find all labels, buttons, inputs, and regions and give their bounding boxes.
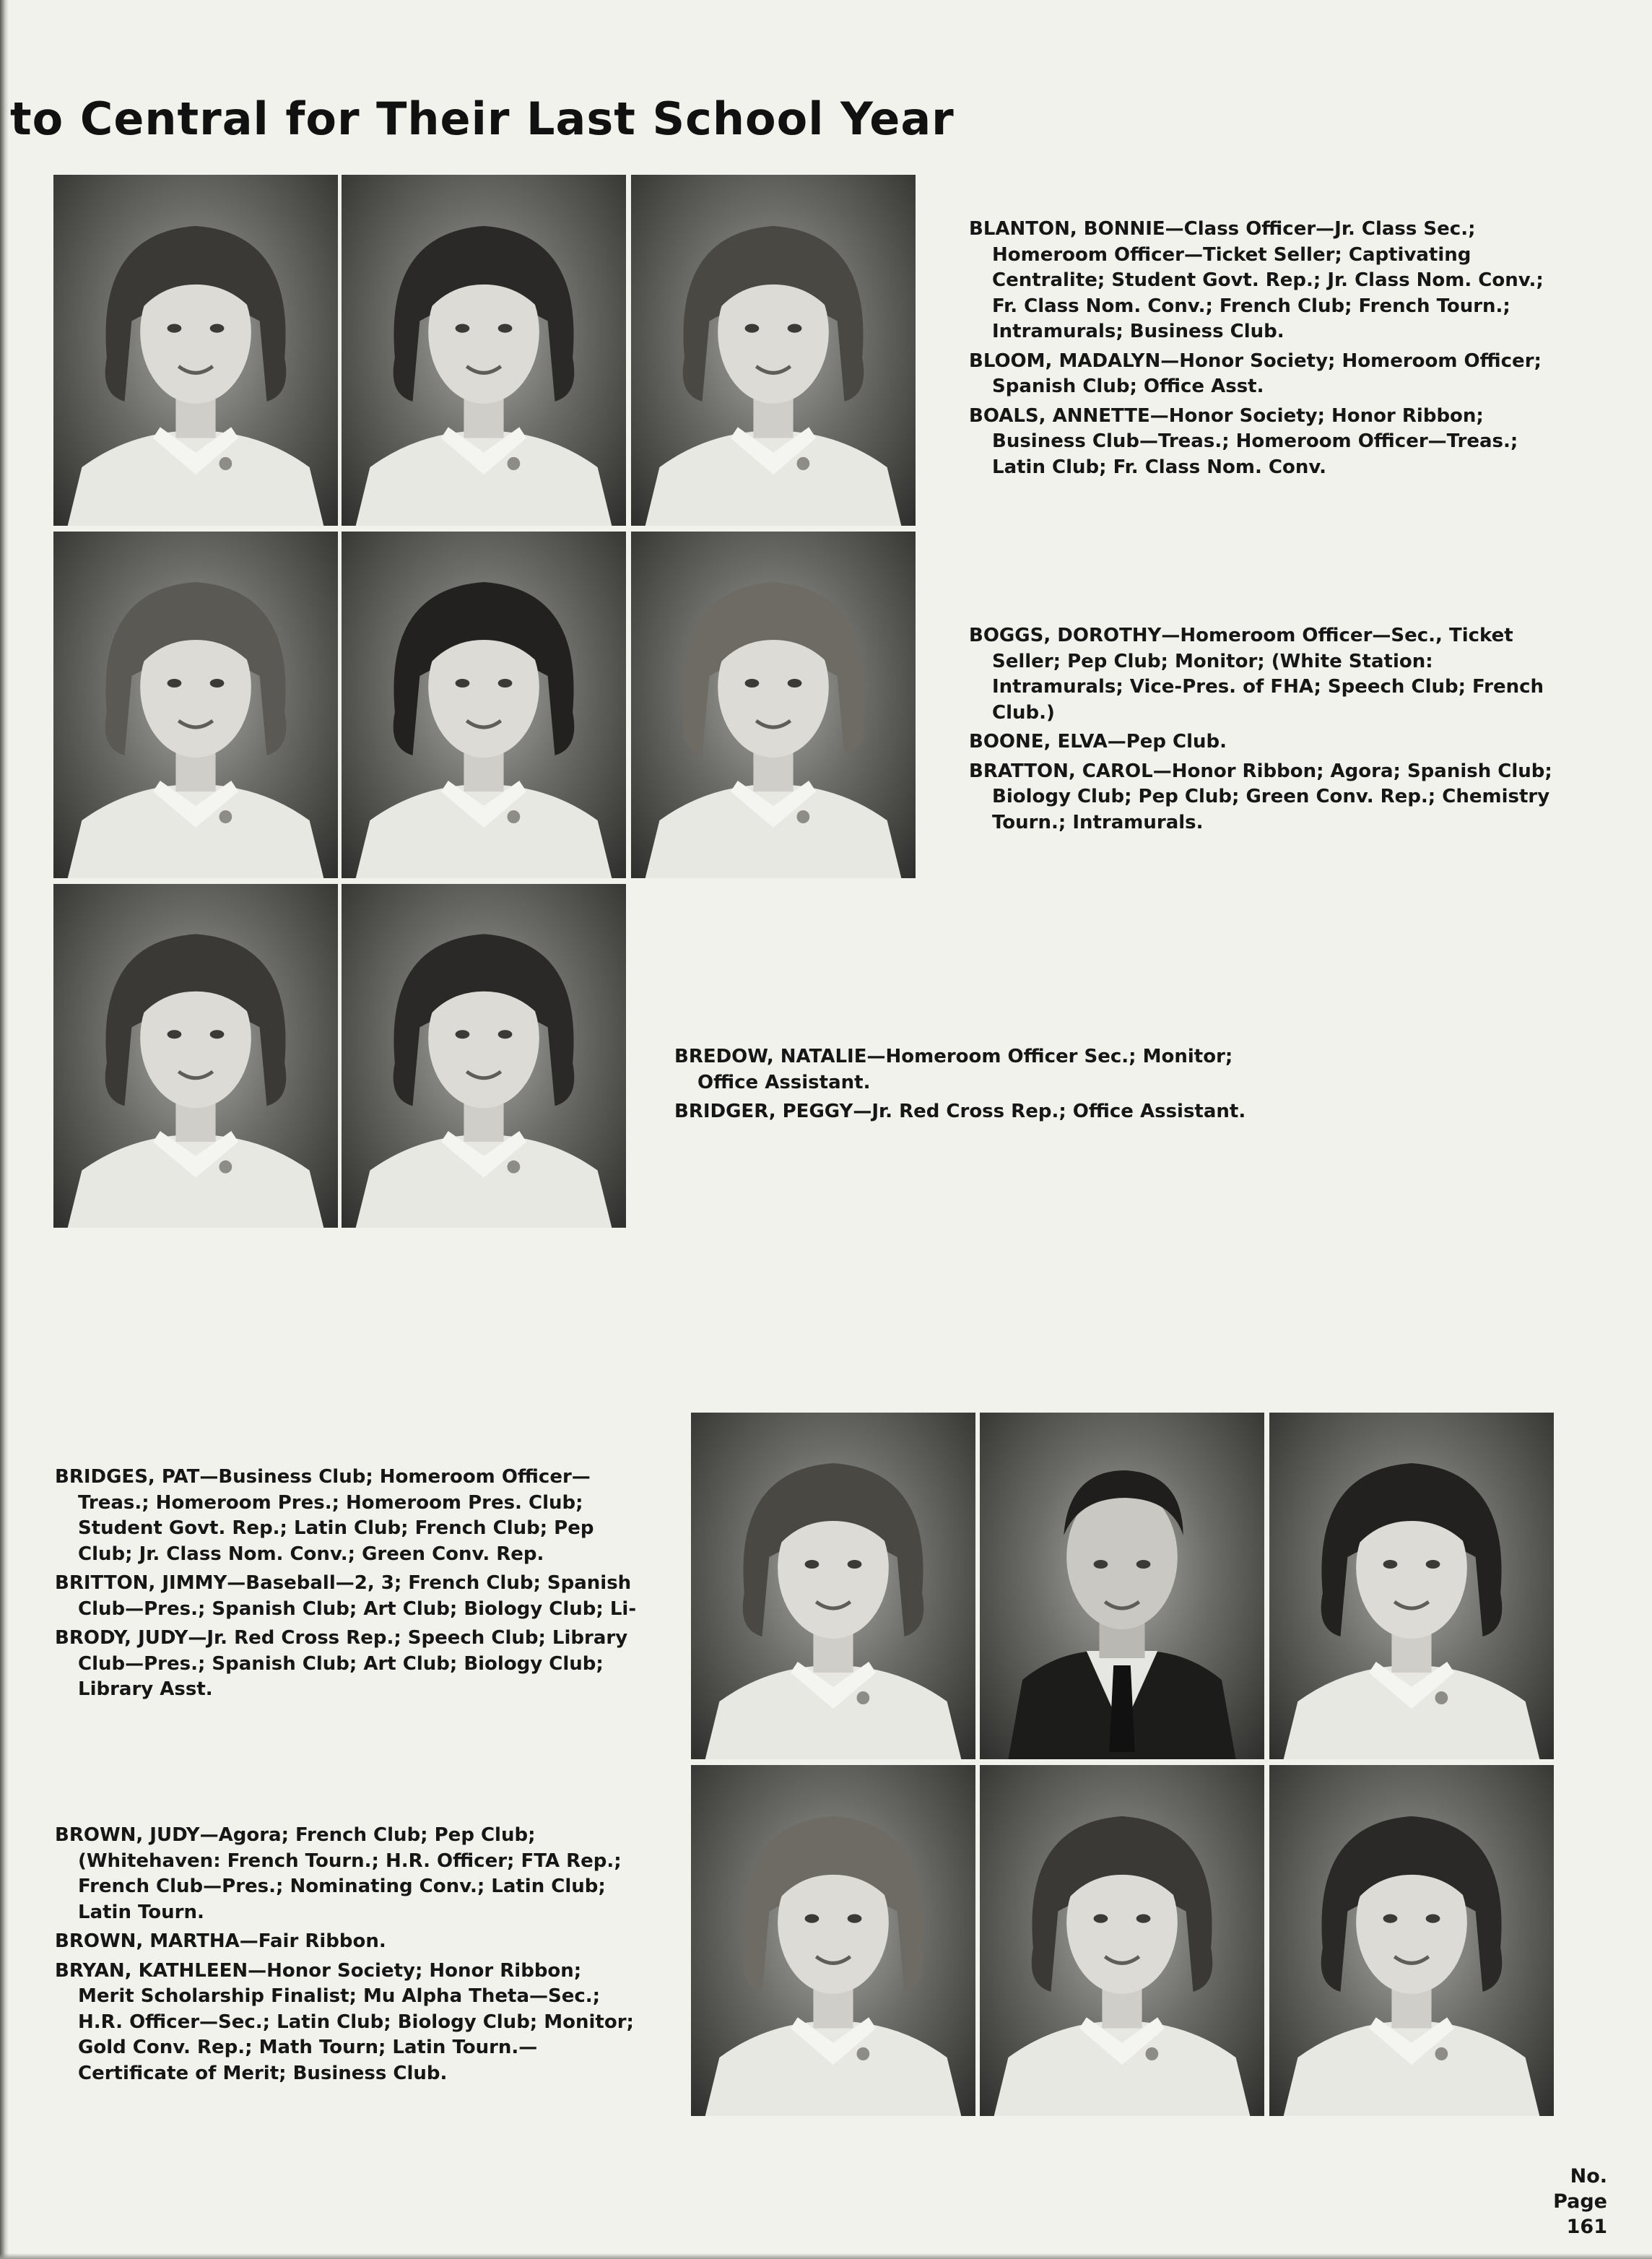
girl-portrait — [342, 175, 626, 526]
girl-portrait — [342, 884, 626, 1228]
girl-portrait — [980, 1765, 1264, 2116]
girl-portrait — [1269, 1413, 1554, 1759]
girl-portrait — [53, 175, 338, 526]
caption-group-5 — [55, 1823, 637, 2090]
page-number — [1553, 2164, 1607, 2240]
caption-entry: BOONE, ELVA—Pep Club. — [969, 731, 1227, 753]
caption-entry: BRIDGES, PAT—Business Club; Homeroom Officer—Treas.; Homeroom Pres.; Homeroom Pres. Club; Student Govt. Rep.; Latin Club; French Club; Pep Club; Jr. Class Nom. Conv.; Green Conv. Rep. — [55, 1466, 594, 1565]
page-number-line: No. — [1570, 2165, 1607, 2188]
caption-entry: BRIDGER, PEGGY—Jr. Red Cross Rep.; Office Assistant. — [674, 1101, 1246, 1122]
page-number-line: 161 — [1566, 2216, 1607, 2238]
girl-portrait — [342, 532, 626, 878]
caption-group-2 — [969, 623, 1565, 839]
caption-entry: BOALS, ANNETTE—Honor Society; Honor Ribbon; Business Club—Treas.; Homeroom Officer—Treas.; Latin Club; Fr. Class Nom. Conv. — [969, 404, 1518, 478]
page-number-line: Page — [1553, 2190, 1607, 2213]
caption-entry: BLOOM, MADALYN—Honor Society; Homeroom Officer; Spanish Club; Office Asst. — [969, 350, 1542, 397]
caption-entry: BRODY, JUDY—Jr. Red Cross Rep.; Speech Club; Library Club—Pres.; Spanish Club; Art Club; Biology Club; Library Asst. — [55, 1627, 628, 1700]
girl-portrait — [53, 884, 338, 1228]
girl-portrait — [631, 532, 916, 878]
caption-entry: BROWN, MARTHA—Fair Ribbon. — [55, 1930, 386, 1952]
boy-portrait — [980, 1413, 1264, 1759]
caption-entry: BOGGS, DOROTHY—Homeroom Officer—Sec., Ticket Seller; Pep Club; Monitor; (White Station: Intramurals; Vice-Pres. of FHA; Speech Club; French Club.) — [969, 625, 1544, 724]
caption-entry: BRATTON, CAROL—Honor Ribbon; Agora; Spanish Club; Biology Club; Pep Club; Green Conv. Rep.; Chemistry Tourn.; Intramurals. — [969, 760, 1552, 833]
caption-entry: BROWN, JUDY—Agora; French Club; Pep Club; (Whitehaven: French Tourn.; H.R. Officer; FTA Rep.; French Club—Pres.; Nominating Conv.; Latin Club; Latin Tourn. — [55, 1824, 622, 1923]
page-edge-shadow — [0, 0, 9, 2259]
girl-portrait — [691, 1413, 975, 1759]
page-bottom-shadow — [0, 2253, 1652, 2259]
caption-entry: BRITTON, JIMMY—Baseball—2, 3; French Club; Spanish Club—Pres.; Spanish Club; Art Club; Biology Club; Li- — [55, 1572, 637, 1620]
caption-group-1 — [969, 217, 1565, 484]
girl-portrait — [1269, 1765, 1554, 2116]
caption-entry: BRYAN, KATHLEEN—Honor Society; Honor Ribbon; Merit Scholarship Finalist; Mu Alpha Theta—Sec.; H.R. Officer—Sec.; Latin Club; Biology Club; Monitor; Gold Conv. Rep.; Math Tourn; Latin Tourn.—Certificate of Merit; Business Club. — [55, 1959, 634, 2084]
girl-portrait — [631, 175, 916, 526]
caption-group-3 — [674, 1044, 1281, 1129]
girl-portrait — [53, 532, 338, 878]
caption-entry: BLANTON, BONNIE—Class Officer—Jr. Class Sec.; Homeroom Officer—Ticket Seller; Captivating Centralite; Student Govt. Rep.; Jr. Class Nom. Conv.; Fr. Class Nom. Conv.; French Club; French Tourn.; Intramurals; Business Club. — [969, 218, 1544, 342]
girl-portrait — [691, 1765, 975, 2116]
page-headline: to Central for Their Last School Year — [10, 92, 955, 145]
caption-group-4 — [55, 1465, 637, 1707]
caption-entry: BREDOW, NATALIE—Homeroom Officer Sec.; Monitor; Office Assistant. — [674, 1046, 1233, 1093]
